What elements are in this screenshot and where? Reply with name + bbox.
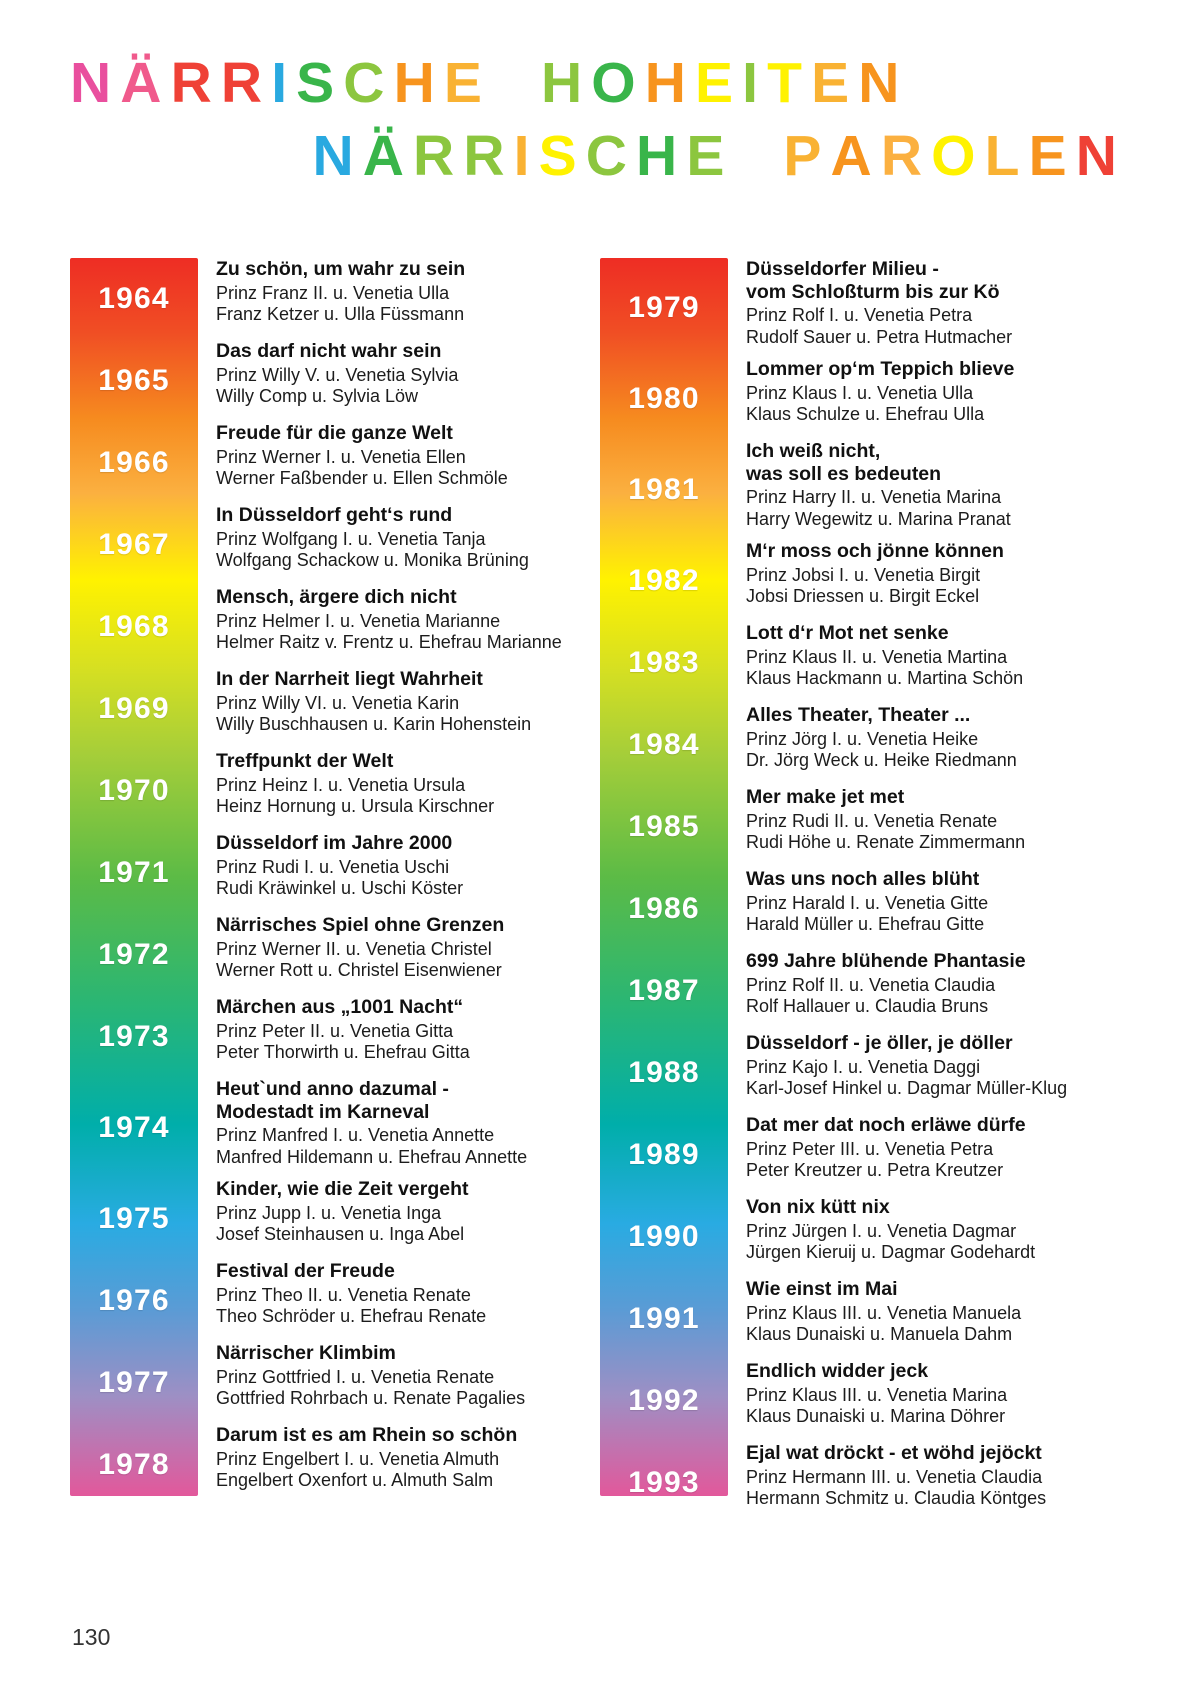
year-label: 1993 — [628, 1466, 700, 1499]
motto-line: Modestadt im Karneval — [216, 1100, 430, 1123]
name-line: Gottfried Rohrbach u. Renate Pagalies — [216, 1388, 526, 1409]
title-letter: E — [1028, 124, 1076, 188]
entry-content — [728, 950, 1032, 1018]
title-letter: Ä — [120, 51, 171, 115]
year-label: 1975 — [98, 1202, 170, 1235]
year-label: 1980 — [628, 382, 700, 415]
motto-text — [746, 258, 1012, 303]
table-row — [70, 914, 595, 996]
motto-line: Düsseldorf - je öller, je döller — [746, 1032, 1013, 1054]
title-letter: H — [644, 51, 696, 115]
motto-line: was soll es bedeuten — [746, 462, 942, 485]
title-letter: I — [742, 51, 768, 115]
name-line: Heinz Hornung u. Ursula Kirschner — [216, 796, 495, 817]
motto-text — [216, 1342, 525, 1365]
title-letter: E — [686, 124, 734, 188]
name-line: Prinz Jobsi I. u. Venetia Birgit — [746, 564, 981, 585]
motto-text — [216, 1424, 517, 1447]
name-line: Karl-Josef Hinkel u. Dagmar Müller-Klug — [746, 1078, 1068, 1099]
entry-content — [728, 1032, 1073, 1100]
entry-content — [728, 622, 1029, 690]
motto-line: Mensch, ärgere dich nicht — [216, 586, 457, 608]
year-label: 1991 — [628, 1302, 700, 1335]
name-line: Prinz Heinz I. u. Venetia Ursula — [216, 774, 466, 795]
motto-text — [746, 622, 1023, 645]
year-label: 1966 — [98, 446, 170, 479]
year-label: 1985 — [628, 810, 700, 843]
entry-content — [728, 540, 1010, 608]
motto-line: Ejal wat dröckt - et wöhd jejöckt — [746, 1442, 1042, 1464]
rows-right — [600, 258, 1125, 1524]
entry-content — [198, 668, 537, 736]
entry-content — [728, 1360, 1013, 1428]
title-letter: C — [343, 51, 394, 115]
table-row — [600, 1196, 1125, 1278]
name-line: Prinz Rolf II. u. Venetia Claudia — [746, 974, 996, 995]
year-label: 1984 — [628, 728, 700, 761]
title-letter: A — [830, 124, 881, 188]
name-line: Klaus Dunaiski u. Marina Döhrer — [746, 1406, 1006, 1427]
motto-text — [746, 1032, 1067, 1055]
year-label: 1971 — [98, 856, 170, 889]
name-line: Prinz Klaus II. u. Venetia Martina — [746, 646, 1008, 667]
entry-content — [728, 1442, 1052, 1510]
names-text — [216, 611, 562, 654]
names-text — [216, 365, 458, 408]
year-label: 1965 — [98, 364, 170, 397]
entry-content — [728, 258, 1018, 348]
motto-line: Was uns noch alles blüht — [746, 868, 980, 890]
name-line: Manfred Hildemann u. Ehefrau Annette — [216, 1146, 528, 1167]
names-text — [746, 1057, 1067, 1100]
title-letter: C — [585, 124, 637, 188]
page-title — [0, 0, 1194, 188]
title-letter: E — [443, 51, 492, 115]
table-row — [600, 540, 1125, 622]
motto-text — [216, 422, 508, 445]
year-label: 1989 — [628, 1138, 700, 1171]
name-line: Prinz Klaus III. u. Venetia Marina — [746, 1384, 1008, 1405]
name-line: Prinz Theo II. u. Venetia Renate — [216, 1284, 471, 1305]
table-row — [600, 440, 1125, 540]
title-letter: R — [170, 51, 221, 115]
year-label: 1986 — [628, 892, 700, 925]
motto-line: Darum ist es am Rhein so schön — [216, 1424, 518, 1446]
name-line: Rolf Hallauer u. Claudia Bruns — [746, 996, 989, 1017]
year-label: 1983 — [628, 646, 700, 679]
motto-line: Das darf nicht wahr sein — [216, 340, 442, 362]
title-letter: R — [220, 51, 272, 115]
name-line: Prinz Harald I. u. Venetia Gitte — [746, 892, 989, 913]
title-letter: Ä — [362, 124, 414, 188]
title-letter: L — [984, 124, 1029, 188]
title-letter: T — [767, 51, 812, 115]
entry-content — [198, 258, 471, 326]
name-line: Prinz Jürgen I. u. Venetia Dagmar — [746, 1220, 1017, 1241]
title-letter: S — [296, 51, 344, 115]
name-line: Klaus Dunaiski u. Manuela Dahm — [746, 1324, 1013, 1345]
name-line: Prinz Hermann III. u. Venetia Claudia — [746, 1466, 1043, 1487]
motto-text — [216, 914, 504, 937]
motto-line: 699 Jahre blühende Phantasie — [746, 950, 1026, 972]
year-label: 1981 — [628, 473, 700, 506]
name-line: Prinz Peter III. u. Venetia Petra — [746, 1138, 994, 1159]
name-line: Prinz Jörg I. u. Venetia Heike — [746, 728, 979, 749]
names-text — [216, 939, 504, 982]
name-line: Prinz Rudi II. u. Venetia Renate — [746, 810, 998, 831]
title-letter: N — [858, 51, 909, 115]
name-line: Prinz Manfred I. u. Venetia Annette — [216, 1125, 495, 1146]
table-row — [70, 996, 595, 1078]
year-label: 1988 — [628, 1056, 700, 1089]
year-label: 1970 — [98, 774, 170, 807]
title-letter: E — [811, 51, 859, 115]
name-line: Prinz Werner II. u. Venetia Christel — [216, 938, 492, 959]
motto-text — [216, 996, 470, 1019]
name-line: Prinz Jupp I. u. Venetia Inga — [216, 1202, 442, 1223]
title-letter: R — [880, 124, 932, 188]
names-text — [746, 975, 1026, 1018]
motto-text — [746, 786, 1025, 809]
names-text — [746, 1139, 1026, 1182]
motto-line: Zu schön, um wahr zu sein — [216, 258, 466, 280]
names-text — [746, 1303, 1021, 1346]
motto-line: Mer make jet met — [746, 786, 905, 808]
table-row — [70, 586, 595, 668]
entry-content — [198, 1260, 492, 1328]
entry-content — [198, 996, 476, 1064]
year-columns — [0, 258, 1194, 1524]
title-letter: O — [931, 124, 985, 188]
name-line: Prinz Gottfried I. u. Venetia Renate — [216, 1366, 495, 1387]
name-line: Prinz Harry II. u. Venetia Marina — [746, 487, 1002, 508]
entry-content — [728, 358, 1020, 426]
motto-text — [216, 504, 529, 527]
title-letter: N — [70, 51, 121, 115]
motto-line: Von nix kütt nix — [746, 1196, 890, 1218]
motto-line: M‘r moss och jönne können — [746, 540, 1004, 562]
motto-line: Wie einst im Mai — [746, 1278, 898, 1300]
name-line: Prinz Willy V. u. Venetia Sylvia — [216, 364, 459, 385]
year-label: 1972 — [98, 938, 170, 971]
names-text — [746, 565, 1004, 608]
name-line: Willy Buschhausen u. Karin Hohenstein — [216, 714, 532, 735]
motto-text — [746, 950, 1026, 973]
motto-line: Freude für die ganze Welt — [216, 422, 453, 444]
names-text — [746, 305, 1012, 348]
column-right — [600, 258, 1125, 1524]
table-row — [600, 704, 1125, 786]
year-label: 1982 — [628, 564, 700, 597]
title-letter: E — [695, 51, 743, 115]
name-line: Peter Kreutzer u. Petra Kreutzer — [746, 1160, 1004, 1181]
table-row — [600, 1360, 1125, 1442]
motto-line: Närrisches Spiel ohne Grenzen — [216, 914, 505, 936]
name-line: Werner Rott u. Christel Eisenwiener — [216, 960, 502, 981]
motto-line: Festival der Freude — [216, 1260, 395, 1282]
year-label: 1977 — [98, 1366, 170, 1399]
motto-line: Düsseldorfer Milieu - — [746, 258, 939, 280]
name-line: Prinz Klaus III. u. Venetia Manuela — [746, 1302, 1022, 1323]
motto-text — [216, 586, 562, 609]
names-text — [216, 1021, 470, 1064]
motto-text — [746, 1196, 1035, 1219]
table-row — [70, 832, 595, 914]
motto-line: vom Schloßturm bis zur Kö — [746, 280, 1000, 303]
name-line: Theo Schröder u. Ehefrau Renate — [216, 1306, 487, 1327]
motto-text — [216, 258, 465, 281]
name-line: Prinz Kajo I. u. Venetia Daggi — [746, 1056, 981, 1077]
name-line: Willy Comp u. Sylvia Löw — [216, 386, 419, 407]
motto-line: In der Narrheit liegt Wahrheit — [216, 668, 483, 690]
year-label: 1990 — [628, 1220, 700, 1253]
motto-line: Närrischer Klimbim — [216, 1342, 396, 1364]
entry-content — [728, 1114, 1032, 1182]
motto-text — [746, 1442, 1046, 1465]
table-row — [600, 358, 1125, 440]
motto-line: Alles Theater, Theater ... — [746, 704, 971, 726]
table-row — [70, 1078, 595, 1178]
entry-content — [198, 504, 535, 572]
year-label: 1978 — [98, 1448, 170, 1481]
name-line: Rudolf Sauer u. Petra Hutmacher — [746, 326, 1013, 347]
motto-text — [216, 340, 458, 363]
name-line: Harald Müller u. Ehefrau Gitte — [746, 914, 985, 935]
table-row — [70, 340, 595, 422]
table-row — [70, 1178, 595, 1260]
names-text — [746, 383, 1014, 426]
name-line: Prinz Helmer I. u. Venetia Marianne — [216, 610, 501, 631]
table-row — [600, 1278, 1125, 1360]
title-letter: N — [312, 124, 363, 188]
motto-line: Treffpunkt der Welt — [216, 750, 394, 772]
entry-content — [728, 1196, 1041, 1264]
title-letter: H — [393, 51, 444, 115]
title-letter — [733, 128, 783, 185]
name-line: Engelbert Oxenfort u. Almuth Salm — [216, 1470, 494, 1491]
names-text — [746, 487, 1011, 530]
entry-content — [198, 832, 469, 900]
year-label: 1974 — [98, 1111, 170, 1144]
entry-content — [198, 1178, 474, 1246]
motto-line: In Düsseldorf geht‘s rund — [216, 504, 453, 526]
table-row — [70, 258, 595, 340]
year-label: 1964 — [98, 282, 170, 315]
names-text — [216, 283, 465, 326]
name-line: Jürgen Kieruij u. Dagmar Godehardt — [746, 1242, 1036, 1263]
motto-line: Heut`und anno dazumal - — [216, 1078, 449, 1100]
motto-text — [746, 704, 1017, 727]
motto-text — [746, 1278, 1021, 1301]
names-text — [216, 529, 529, 572]
title-letter: I — [513, 124, 539, 188]
table-row — [600, 622, 1125, 704]
names-text — [746, 893, 988, 936]
entry-content — [198, 750, 500, 818]
name-line: Prinz Wolfgang I. u. Venetia Tanja — [216, 528, 486, 549]
title-letter: N — [1075, 124, 1126, 188]
name-line: Prinz Willy VI. u. Venetia Karin — [216, 692, 460, 713]
names-text — [746, 1467, 1046, 1510]
names-text — [216, 1125, 527, 1168]
title-letter: R — [463, 124, 514, 188]
entry-content — [198, 1424, 523, 1492]
table-row — [70, 422, 595, 504]
table-row — [600, 1442, 1125, 1524]
name-line: Werner Faßbender u. Ellen Schmöle — [216, 468, 508, 489]
year-label: 1979 — [628, 291, 700, 324]
name-line: Franz Ketzer u. Ulla Füssmann — [216, 304, 465, 325]
entry-content — [198, 422, 514, 490]
year-label: 1968 — [98, 610, 170, 643]
motto-line: Düsseldorf im Jahre 2000 — [216, 832, 453, 854]
motto-text — [746, 868, 988, 891]
column-left — [70, 258, 595, 1524]
motto-text — [216, 1260, 486, 1283]
table-row — [70, 504, 595, 586]
table-row — [70, 750, 595, 832]
names-text — [746, 1385, 1007, 1428]
entry-content — [728, 1278, 1027, 1346]
title-letter: I — [271, 51, 297, 115]
motto-line: Endlich widder jeck — [746, 1360, 929, 1382]
name-line: Prinz Rudi I. u. Venetia Uschi — [216, 856, 450, 877]
name-line: Klaus Schulze u. Ehefrau Ulla — [746, 404, 985, 425]
table-row — [70, 1424, 595, 1506]
entry-content — [198, 1342, 531, 1410]
title-letter: R — [413, 124, 464, 188]
name-line: Dr. Jörg Weck u. Heike Riedmann — [746, 750, 1017, 771]
name-line: Prinz Franz II. u. Venetia Ulla — [216, 282, 450, 303]
names-text — [216, 447, 508, 490]
name-line: Peter Thorwirth u. Ehefrau Gitta — [216, 1042, 470, 1063]
motto-text — [746, 1114, 1026, 1137]
table-row — [600, 786, 1125, 868]
names-text — [216, 1449, 517, 1492]
entry-content — [198, 914, 510, 982]
year-label: 1976 — [98, 1284, 170, 1317]
year-label: 1973 — [98, 1020, 170, 1053]
motto-text — [746, 440, 1011, 485]
title-letter: S — [538, 124, 586, 188]
name-line: Klaus Hackmann u. Martina Schön — [746, 668, 1024, 689]
title-line-1 — [60, 51, 1134, 115]
name-line: Rudi Kräwinkel u. Uschi Köster — [216, 878, 464, 899]
motto-text — [216, 832, 463, 855]
motto-text — [746, 1360, 1007, 1383]
motto-text — [216, 1078, 527, 1123]
motto-line: Kinder, wie die Zeit vergeht — [216, 1178, 469, 1200]
name-line: Rudi Höhe u. Renate Zimmermann — [746, 832, 1026, 853]
names-text — [216, 693, 531, 736]
name-line: Prinz Klaus I. u. Venetia Ulla — [746, 382, 974, 403]
table-row — [600, 1114, 1125, 1196]
entry-content — [198, 340, 464, 408]
entry-content — [198, 1078, 533, 1168]
table-row — [70, 1342, 595, 1424]
motto-text — [746, 358, 1014, 381]
entry-content — [728, 868, 994, 936]
title-letter: O — [591, 51, 645, 115]
name-line: Harry Wegewitz u. Marina Pranat — [746, 508, 1011, 529]
names-text — [216, 1203, 468, 1246]
name-line: Helmer Raitz v. Frentz u. Ehefrau Marianne — [216, 632, 562, 653]
rows-left — [70, 258, 595, 1506]
title-letter: P — [783, 124, 831, 188]
page-number: 130 — [72, 1624, 111, 1650]
title-line-2 — [60, 124, 1134, 188]
year-label: 1967 — [98, 528, 170, 561]
table-row — [600, 258, 1125, 358]
names-text — [216, 775, 494, 818]
table-row — [600, 950, 1125, 1032]
table-row — [70, 1260, 595, 1342]
names-text — [216, 857, 463, 900]
motto-text — [216, 1178, 468, 1201]
year-label: 1969 — [98, 692, 170, 725]
name-line: Prinz Engelbert I. u. Venetia Almuth — [216, 1448, 500, 1469]
motto-line: Dat mer dat noch erläwe dürfe — [746, 1114, 1026, 1136]
year-label: 1987 — [628, 974, 700, 1007]
motto-line: Ich weiß nicht, — [746, 440, 881, 462]
title-letter — [491, 55, 541, 112]
motto-text — [746, 540, 1004, 563]
title-letter: H — [540, 51, 592, 115]
name-line: Prinz Peter II. u. Venetia Gitta — [216, 1020, 454, 1041]
name-line: Hermann Schmitz u. Claudia Köntges — [746, 1488, 1047, 1509]
entry-content — [728, 786, 1031, 854]
name-line: Prinz Werner I. u. Venetia Ellen — [216, 446, 466, 467]
names-text — [746, 729, 1017, 772]
motto-line: Lommer op‘m Teppich blieve — [746, 358, 1015, 380]
entry-content — [728, 704, 1023, 772]
title-letter: H — [636, 124, 687, 188]
year-label: 1992 — [628, 1384, 700, 1417]
names-text — [746, 811, 1025, 854]
entry-content — [728, 440, 1017, 530]
table-row — [600, 868, 1125, 950]
motto-line: Märchen aus „1001 Nacht“ — [216, 996, 464, 1018]
names-text — [746, 647, 1023, 690]
table-row — [600, 1032, 1125, 1114]
names-text — [216, 1367, 525, 1410]
name-line: Prinz Rolf I. u. Venetia Petra — [746, 305, 973, 326]
motto-line: Lott d‘r Mot net senke — [746, 622, 949, 644]
motto-text — [216, 668, 531, 691]
names-text — [216, 1285, 486, 1328]
name-line: Wolfgang Schackow u. Monika Brüning — [216, 550, 529, 571]
name-line: Josef Steinhausen u. Inga Abel — [216, 1224, 465, 1245]
name-line: Jobsi Driessen u. Birgit Eckel — [746, 586, 980, 607]
entry-content — [198, 586, 568, 654]
motto-text — [216, 750, 494, 773]
table-row — [70, 668, 595, 750]
names-text — [746, 1221, 1035, 1264]
